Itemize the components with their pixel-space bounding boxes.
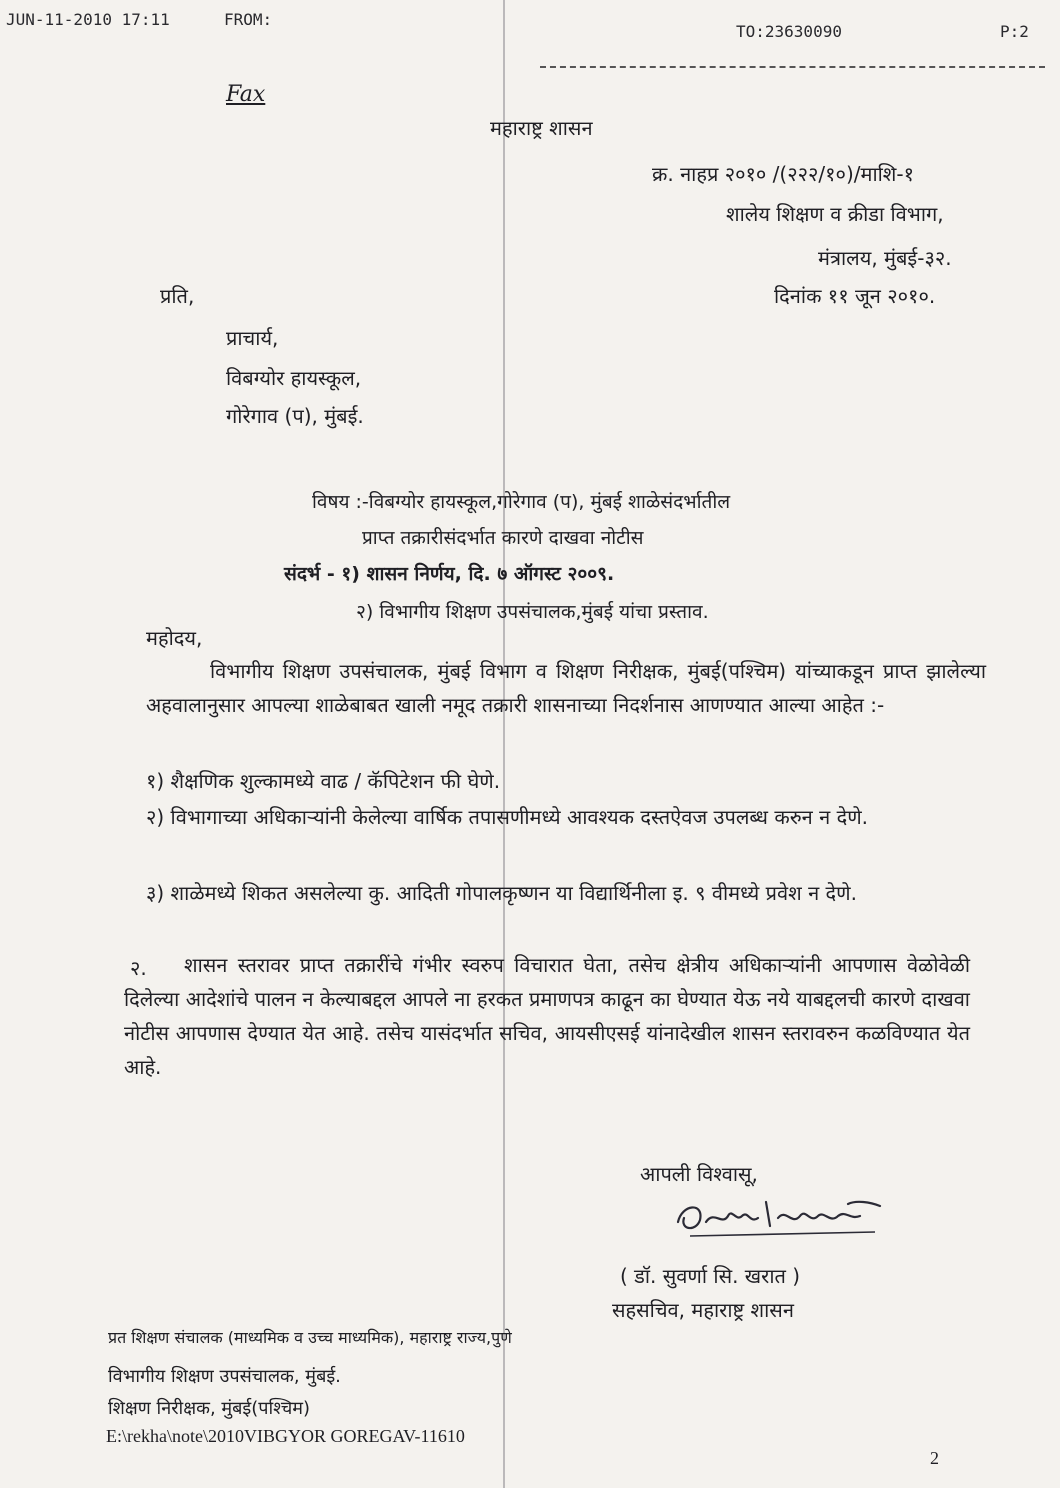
addressee-line-2: विबग्योर हायस्कूल, [226, 366, 362, 390]
copy-line-1: प्रत शिक्षण संचालक (माध्यमिक व उच्च माध्यमिक), महाराष्ट्र राज्य,पुणे [108, 1328, 512, 1347]
fax-from-label: FROM: [224, 10, 273, 29]
closing-yours: आपली विश्वासू, [640, 1162, 758, 1186]
office-address: मंत्रालय, मुंबई-३२. [818, 246, 952, 270]
signatory-designation: सहसचिव, महाराष्ट्र शासन [612, 1298, 794, 1322]
complaint-item-3: ३) शाळेमध्ये शिकत असलेल्या कु. आदिती गोपालकृष्णन या विद्यार्थिनीला इ. ९ वीमध्ये प्रवेश न देणे. [146, 881, 857, 905]
copy-line-2: विभागीय शिक्षण उपसंचालक, मुंबई. [108, 1366, 341, 1387]
paragraph-2: शासन स्तरावर प्राप्त तक्रारींचे गंभीर स्वरुप विचारात घेता, तसेच क्षेत्रीय अधिकाऱ्यांनी आपणास वेळोवेळी दिलेल्या आदेशांचे पालन न केल्याबद्दल आपले ना हरकत प्रमाणपत्र काढून का घेण्यात येऊ नये याबद्दलची कारणे दाखवा नोटीस आपणास देण्यात येत आहे. तसेच यासंदर्भात सचिव, आयसीएसई यांनादेखील शासन स्तरावरुन कळविण्यात येत आहे. [124, 953, 970, 1079]
fax-page-indicator: P:2 [1000, 22, 1029, 41]
signatory-name: ( डॉ. सुवर्णा सि. खरात ) [620, 1264, 801, 1288]
department-name: शालेय शिक्षण व क्रीडा विभाग, [726, 202, 944, 226]
reference-number: क्र. नाहप्र २०१० /(२२२/१०)/माशि-१ [652, 162, 915, 186]
header-dashed-rule [540, 66, 1045, 68]
government-heading: महाराष्ट्र शासन [490, 116, 593, 140]
complaint-item-1: १) शैक्षणिक शुल्कामध्ये वाढ / कॅपिटेशन फी घेणे. [146, 769, 501, 793]
fax-to-number: TO:23630090 [736, 22, 842, 41]
fax-datetime: JUN-11-2010 17:11 [6, 10, 170, 29]
copy-line-3: शिक्षण निरीक्षक, मुंबई(पश्चिम) [108, 1398, 311, 1419]
handwritten-fax-mark: Fax [226, 82, 266, 107]
file-path: E:\rekha\note\2010VIBGYOR GOREGAV-11610 [106, 1426, 465, 1446]
addressee-line-1: प्राचार्य, [226, 326, 279, 350]
reference-line-1: संदर्भ - १) शासन निर्णय, दि. ७ ऑगस्ट २००९. [284, 563, 615, 585]
subject-line-1: विषय :-विबग्योर हायस्कूल,गोरेगाव (प), मुंबई शाळेसंदर्भातील [312, 491, 731, 513]
handwritten-signature [670, 1192, 890, 1242]
letter-date: दिनांक ११ जून २०१०. [774, 284, 936, 308]
salutation: महोदय, [146, 626, 203, 650]
complaint-item-2: २) विभागाच्या अधिकाऱ्यांनी केलेल्या वार्षिक तपासणीमध्ये आवश्यक दस्तऐवज उपलब्ध करुन न देणे. [146, 805, 869, 829]
subject-line-2: प्राप्त तक्रारीसंदर्भात कारणे दाखवा नोटीस [362, 527, 644, 549]
intro-paragraph: विभागीय शिक्षण उपसंचालक, मुंबई विभाग व शिक्षण निरीक्षक, मुंबई(पश्चिम) यांच्याकडून प्राप्त झालेल्या अहवालानुसार आपल्या शाळेबाबत खाली नमूद तक्रारी शासनाच्या निदर्शनास आणण्यात आल्या आहेत :- [146, 659, 986, 717]
fold-crease [503, 0, 505, 1488]
addressee-prati: प्रति, [160, 284, 195, 308]
reference-line-2: २) विभागीय शिक्षण उपसंचालक,मुंबई यांचा प्रस्ताव. [356, 601, 709, 623]
paragraph-2-number: २. [130, 956, 147, 980]
addressee-line-3: गोरेगाव (प), मुंबई. [226, 404, 364, 428]
page-number: 2 [930, 1448, 939, 1468]
